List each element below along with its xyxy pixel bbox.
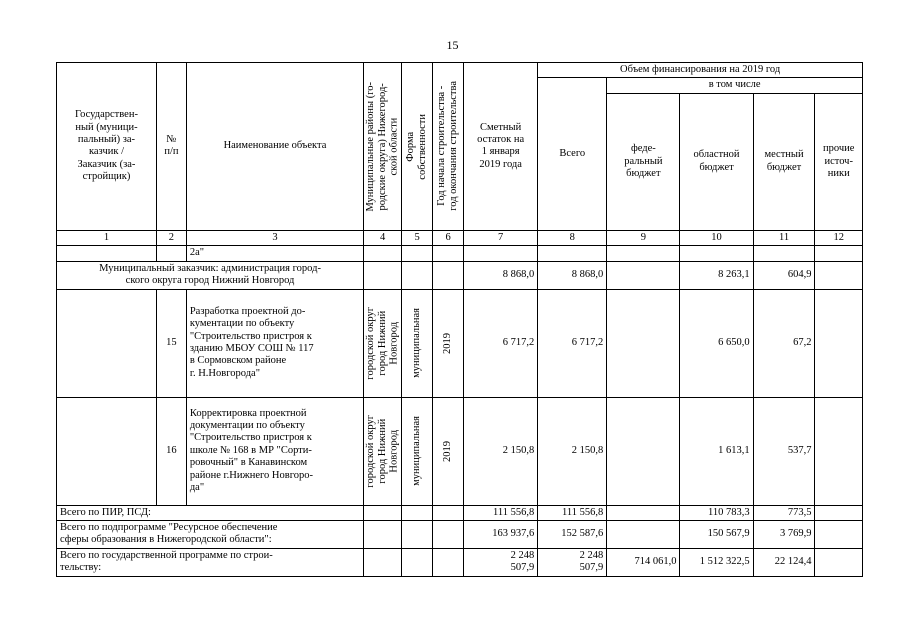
object-num: 15 bbox=[156, 289, 186, 397]
column-numbers-row bbox=[57, 230, 863, 245]
object-years: 2019 bbox=[433, 397, 464, 505]
header-funding-title: Объем финансирования на 2019 год bbox=[538, 63, 863, 78]
total-other bbox=[815, 520, 863, 548]
total-row bbox=[57, 520, 863, 548]
header-estimate: Сметный остаток на 1 января 2019 года bbox=[464, 63, 538, 231]
customer-other bbox=[815, 261, 863, 289]
object-district: городской округ город Нижний Новгород bbox=[364, 397, 402, 505]
object-local: 537,7 bbox=[753, 397, 815, 505]
total-estimate: 163 937,6 bbox=[464, 520, 538, 548]
object-ownership: муниципальная bbox=[402, 289, 433, 397]
total-regional: 1 512 322,5 bbox=[680, 548, 753, 576]
customer-local: 604,9 bbox=[753, 261, 815, 289]
header-district: Муниципальные районы (го- родские округа) Нижегород- ской области bbox=[364, 63, 402, 231]
object-other bbox=[815, 397, 863, 505]
header-num: № п/п bbox=[156, 63, 186, 231]
header-total: Всего bbox=[538, 78, 607, 230]
column-number: 10 bbox=[680, 230, 753, 245]
object-federal bbox=[607, 397, 680, 505]
object-local: 67,2 bbox=[753, 289, 815, 397]
total-federal bbox=[607, 520, 680, 548]
object-total: 6 717,2 bbox=[538, 289, 607, 397]
financing-table bbox=[56, 62, 863, 577]
header-row-1 bbox=[57, 63, 863, 78]
customer-regional: 8 263,1 bbox=[680, 261, 753, 289]
column-number: 4 bbox=[364, 230, 402, 245]
object-ownership: муниципальная bbox=[402, 397, 433, 505]
total-other bbox=[815, 505, 863, 520]
customer-estimate: 8 868,0 bbox=[464, 261, 538, 289]
total-local: 22 124,4 bbox=[753, 548, 815, 576]
column-number: 12 bbox=[815, 230, 863, 245]
total-regional: 150 567,9 bbox=[680, 520, 753, 548]
header-ownership: Форма собственности bbox=[402, 63, 433, 231]
object-total: 2 150,8 bbox=[538, 397, 607, 505]
page-number: 15 bbox=[446, 38, 459, 52]
total-total: 111 556,8 bbox=[538, 505, 607, 520]
total-local: 773,5 bbox=[753, 505, 815, 520]
header-regional: областной бюджет bbox=[680, 93, 753, 230]
total-estimate: 111 556,8 bbox=[464, 505, 538, 520]
object-years: 2019 bbox=[433, 289, 464, 397]
column-number: 1 bbox=[57, 230, 157, 245]
total-row bbox=[57, 505, 863, 520]
total-label: Всего по ПИР, ПСД: bbox=[57, 505, 364, 520]
object-estimate: 6 717,2 bbox=[464, 289, 538, 397]
header-including: в том числе bbox=[607, 78, 863, 93]
total-label: Всего по государственной программе по строи- тельству: bbox=[57, 548, 364, 576]
column-number: 2 bbox=[156, 230, 186, 245]
total-total: 152 587,6 bbox=[538, 520, 607, 548]
total-regional: 110 783,3 bbox=[680, 505, 753, 520]
customer-federal bbox=[607, 261, 680, 289]
total-other bbox=[815, 548, 863, 576]
total-federal bbox=[607, 505, 680, 520]
object-regional: 1 613,1 bbox=[680, 397, 753, 505]
object-name: Корректировка проектной документации по объекту "Строительство пристроя к школе № 168 в МР "Сорти- ровочный" в Канавинском районе г.Нижнего Новгоро- да" bbox=[186, 397, 363, 505]
object-estimate: 2 150,8 bbox=[464, 397, 538, 505]
object-other bbox=[815, 289, 863, 397]
object-federal bbox=[607, 289, 680, 397]
column-number: 3 bbox=[186, 230, 363, 245]
total-total: 2 248 507,9 bbox=[538, 548, 607, 576]
column-number: 6 bbox=[433, 230, 464, 245]
section-label: 2а" bbox=[186, 246, 363, 261]
header-other: прочие источ- ники bbox=[815, 93, 863, 230]
header-local: местный бюджет bbox=[753, 93, 815, 230]
section-label-row bbox=[57, 246, 863, 261]
object-num: 16 bbox=[156, 397, 186, 505]
customer-label: Муниципальный заказчик: администрация город- ского округа город Нижний Новгород bbox=[57, 261, 364, 289]
total-label: Всего по подпрограмме "Ресурсное обеспечение сферы образования в Нижегородской области": bbox=[57, 520, 364, 548]
table-row bbox=[57, 289, 863, 397]
total-row bbox=[57, 548, 863, 576]
column-number: 8 bbox=[538, 230, 607, 245]
table-row bbox=[57, 397, 863, 505]
total-federal: 714 061,0 bbox=[607, 548, 680, 576]
header-object-name: Наименование объекта bbox=[186, 63, 363, 231]
customer-total: 8 868,0 bbox=[538, 261, 607, 289]
object-name: Разработка проектной до- кументации по объекту "Строительство пристроя к зданию МБОУ СОШ № 117 в Сормовском районе г. Н.Новгорода" bbox=[186, 289, 363, 397]
object-district: городской округ город Нижний Новгород bbox=[364, 289, 402, 397]
column-number: 7 bbox=[464, 230, 538, 245]
total-estimate: 2 248 507,9 bbox=[464, 548, 538, 576]
header-customer: Государствен- ный (муници- пальный) за- казчик / Заказчик (за- стройщик) bbox=[57, 63, 157, 231]
total-local: 3 769,9 bbox=[753, 520, 815, 548]
header-years: Год начала строительства - год окончания строительства bbox=[433, 63, 464, 231]
column-number: 5 bbox=[402, 230, 433, 245]
customer-row bbox=[57, 261, 863, 289]
column-number: 11 bbox=[753, 230, 815, 245]
header-federal: феде- ральный бюджет bbox=[607, 93, 680, 230]
object-regional: 6 650,0 bbox=[680, 289, 753, 397]
column-number: 9 bbox=[607, 230, 680, 245]
